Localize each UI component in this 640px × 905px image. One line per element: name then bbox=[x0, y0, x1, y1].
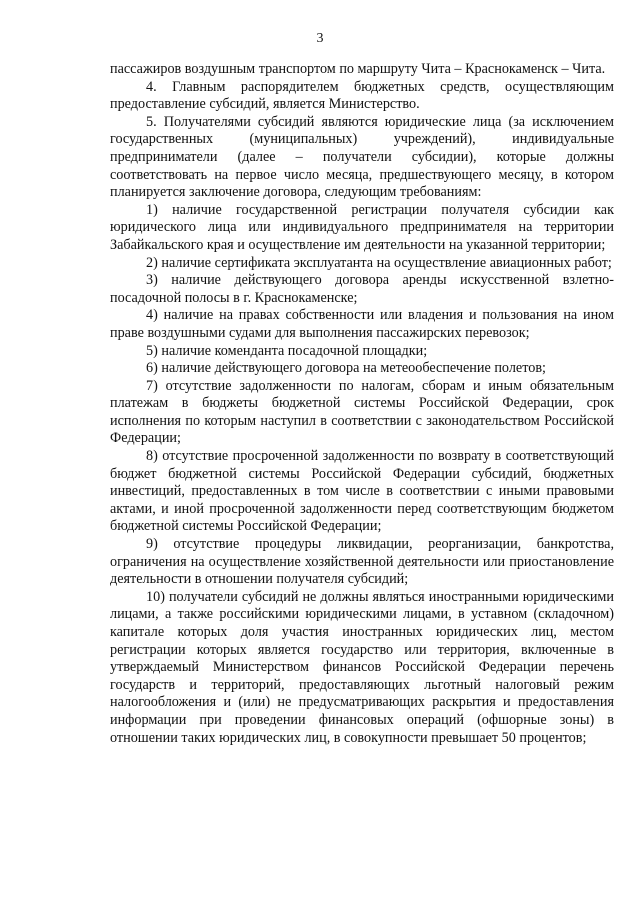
requirement-3: 3) наличие действующего договора аренды искусственной взлетно-посадочной полосы в г. Краснокаменске; bbox=[110, 272, 614, 306]
requirement-2: 2) наличие сертификата эксплуатанта на осуществление авиационных работ; bbox=[146, 254, 612, 271]
requirement-8: 8) отсутствие просроченной задолженности по возврату в соответствующий бюджет бюджетной системы Российской Федерации субсидий, бюджетных инвестиций, предоставленных в том числе в соответствии с иными правовыми актами, и иной просроченной задолженности перед соответствующим бюджетом бюджетной системы Российской Федерации; bbox=[110, 448, 614, 535]
requirement-6: 6) наличие действующего договора на метеообеспечение полетов; bbox=[146, 360, 546, 377]
requirement-10: 10) получатели субсидий не должны являться иностранными юридическими лицами, а также российскими юридическими лицами, в уставном (складочном) капитале которых доля участия иностранных юридических лиц, местом регистрации которых является государство или территория, включенные в утверждаемый Министерством финансов Российской Федерации перечень государств и территорий, предоставляющих льготный налоговый режим налогообложения и (или) не предусматривающих раскрытия и предоставления информации при проведении финансовых операций (офшорные зоны) в отношении таких юридических лиц, в совокупности превышает 50 процентов; bbox=[110, 588, 614, 746]
paragraph-continuation: пассажиров воздушным транспортом по маршруту Чита – Краснокаменск – Чита. bbox=[110, 61, 606, 77]
requirement-7: 7) отсутствие задолженности по налогам, сборам и иным обязательным платежам в бюджеты бюджетной системы Российской Федерации, срок исполнения по которым наступил в соответствии с законодательством Российской Федерации; bbox=[110, 377, 614, 447]
document-body bbox=[110, 61, 614, 747]
requirement-1: 1) наличие государственной регистрации получателя субсидии как юридического лица или индивидуального предпринимателя на территории Забайкальского края и осуществление им деятельности на указанной территории; bbox=[110, 201, 614, 253]
paragraph-item-4: 4. Главным распорядителем бюджетных средств, осуществляющим предоставление субсидий, является Министерство. bbox=[110, 78, 614, 113]
requirement-5: 5) наличие коменданта посадочной площадки; bbox=[146, 342, 428, 359]
page-number: 3 bbox=[316, 31, 324, 46]
paragraph-item-5: 5. Получателями субсидий являются юридические лица (за исключением государственных (муниципальных) учреждений), индивидуальные предприниматели (далее – получатели субсидии), которые должны соответствовать на первое число месяца, предшествующего месяцу, в котором планируется заключение договора, следующим требованиям: bbox=[110, 113, 614, 201]
requirement-9: 9) отсутствие процедуры ликвидации, реорганизации, банкротства, ограничения на осуществление хозяйственной деятельности или приостановление деятельности в отношении получателя субсидий; bbox=[110, 536, 614, 588]
requirement-4: 4) наличие на правах собственности или владения и пользования на ином праве воздушными судами для выполнения пассажирских перевозок; bbox=[110, 307, 614, 341]
